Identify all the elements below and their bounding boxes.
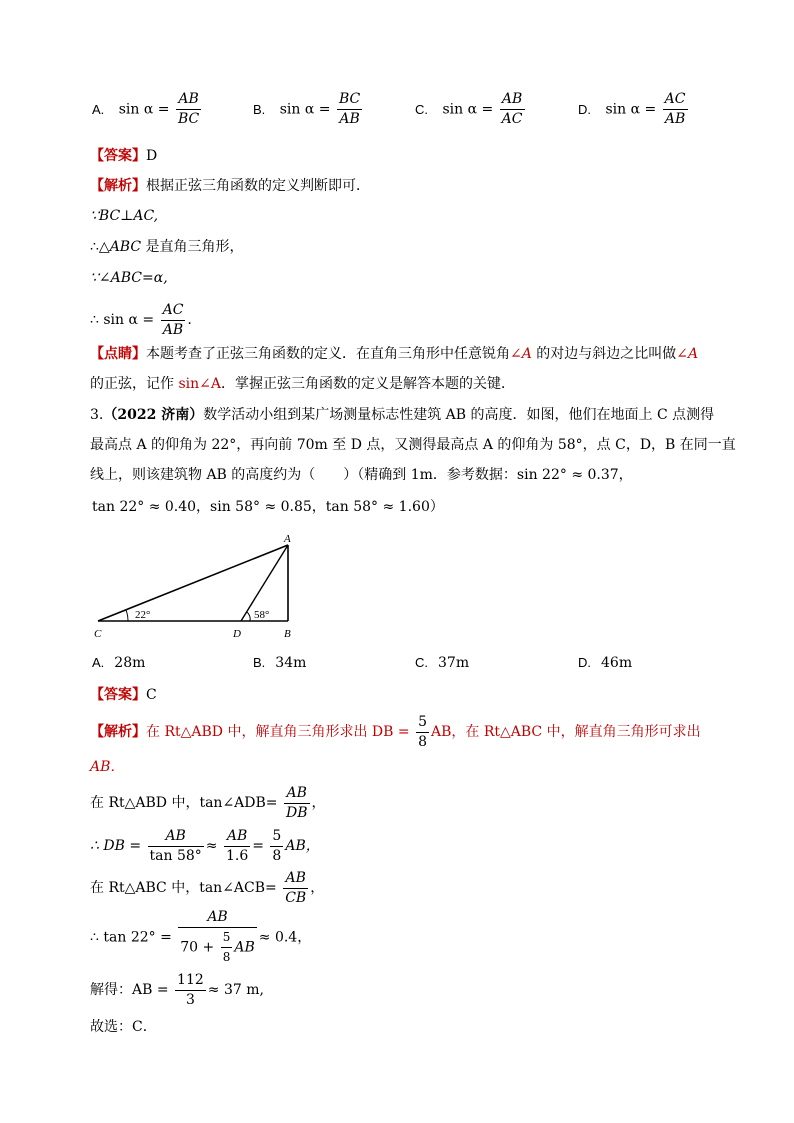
q2-step-3: ∵∠ABC=α,: [90, 270, 168, 286]
q3-solution-step-4: ∴ tan 22° = AB 70 + $\frac{5}{8}$ AB ≈ 0.4，: [90, 908, 311, 967]
angle-c-label: 22°: [135, 609, 151, 621]
point-d-label: D: [233, 628, 241, 640]
option-a: A. sin α = $\frac{AB}{BC}$: [92, 91, 200, 127]
q3-solution-step-5: 解得：AB = $\frac{112}{3}$ ≈ 37 m,: [90, 971, 264, 1008]
fraction: $\frac{AB}{DB}$: [285, 784, 308, 821]
q3-solution-step-3: 在 Rt△ABC 中，tan∠ACB= $\frac{AB}{CB}$ ，: [90, 869, 325, 906]
q2-step-1: ∵BC⊥AC,: [90, 208, 159, 224]
q3-option-c: C. 37m: [415, 655, 470, 671]
q3-stem-line-1: 3.（2022 济南）数学活动小组到某广场测量标志性建筑 AB 的高度．如图，他们在地面上 C 点测得: [90, 407, 715, 423]
angle-d-label: 58°: [254, 609, 270, 621]
angle-arc-c: [126, 610, 128, 621]
fraction: $\frac{AB}{BC}$: [177, 91, 200, 127]
fraction: $\frac{5}{8}$: [418, 713, 427, 750]
q2-answer: 【答案】D: [90, 148, 158, 164]
option-d: D. sin α = $\frac{AC}{AB}$: [578, 91, 686, 127]
q3-analysis-line-1: 【解析】在 Rt△ABD 中，解直角三角形求出 DB = $\frac{5}{8}$ AB，在 Rt△ABC 中，解直角三角形可求出: [90, 713, 701, 750]
q3-option-b: B. 34m: [253, 655, 307, 671]
fraction: $\frac{AB}{AC}$: [501, 91, 523, 127]
q2-comment-line-2: 的正弦，记作 sin∠A．掌握正弦三角函数的定义是解答本题的关键．: [90, 376, 515, 392]
q2-comment-line-1: 【点睛】本题考查了正弦三角函数的定义．在直角三角形中任意锐角∠A 的对边与斜边之比叫做∠A: [90, 346, 699, 362]
fraction: $\frac{112}{3}$: [177, 971, 204, 1008]
fraction: $\frac{AB}{\tan 58^\circ}$: [149, 827, 202, 864]
fraction: $\frac{BC}{AB}$: [338, 91, 361, 127]
q3-analysis-line-2: AB．: [90, 759, 125, 775]
q2-step-4: ∴ sin α = $\frac{AC}{AB}$ .: [90, 301, 192, 338]
q3-option-a: A. 28m: [92, 655, 146, 671]
q3-solution-step-1: 在 Rt△ABD 中，tan∠ADB= $\frac{AB}{DB}$ ，: [90, 784, 326, 821]
q3-stem-line-4: tan 22° ≈ 0.40，sin 58° ≈ 0.85，tan 58° ≈ 1.60）: [92, 499, 444, 515]
q3-stem-line-3: 线上，则该建筑物 AB 的高度约为（ ）（精确到 1m．参考数据：sin 22° ≈ 0.37，: [90, 467, 633, 483]
fraction: $\frac{5}{8}$: [272, 827, 282, 864]
angle-arc-d: [247, 612, 250, 621]
q2-step-2: ∴△ABC 是直角三角形，: [90, 239, 244, 255]
q3-option-d: D. 46m: [578, 655, 633, 671]
fraction: $\frac{AC}{AB}$: [664, 91, 686, 127]
point-c-label: C: [94, 628, 102, 640]
fraction: $\frac{AB}{CB}$: [285, 869, 307, 906]
point-b-label: B: [284, 628, 291, 640]
q2-analysis: 【解析】根据正弦三角函数的定义判断即可．: [90, 178, 370, 194]
fraction: $\frac{AB}{1.6}$: [225, 827, 249, 864]
q3-answer: 【答案】C: [90, 687, 157, 703]
point-a-label: A: [284, 533, 291, 545]
fraction: $\frac{AC}{AB}$: [162, 301, 184, 338]
q3-solution-step-2: ∴ DB = $\frac{AB}{\tan 58^\circ}$ ≈ $\frac{AB}{1.6}$ = $\frac{5}{8}$ AB，: [90, 827, 320, 864]
triangle-figure: [90, 530, 310, 645]
q3-solution-step-6: 故选：C．: [90, 1019, 157, 1035]
fraction: AB 70 + $\frac{5}{8}$ AB: [180, 909, 255, 964]
option-b: B. sin α = $\frac{BC}{AB}$: [253, 91, 361, 127]
q3-stem-line-2: 最高点 A 的仰角为 22°，再向前 70m 至 D 点，又测得最高点 A 的仰角为 58°，点 C，D，B 在同一直: [90, 437, 736, 453]
option-c: C. sin α = $\frac{AB}{AC}$: [415, 91, 523, 127]
